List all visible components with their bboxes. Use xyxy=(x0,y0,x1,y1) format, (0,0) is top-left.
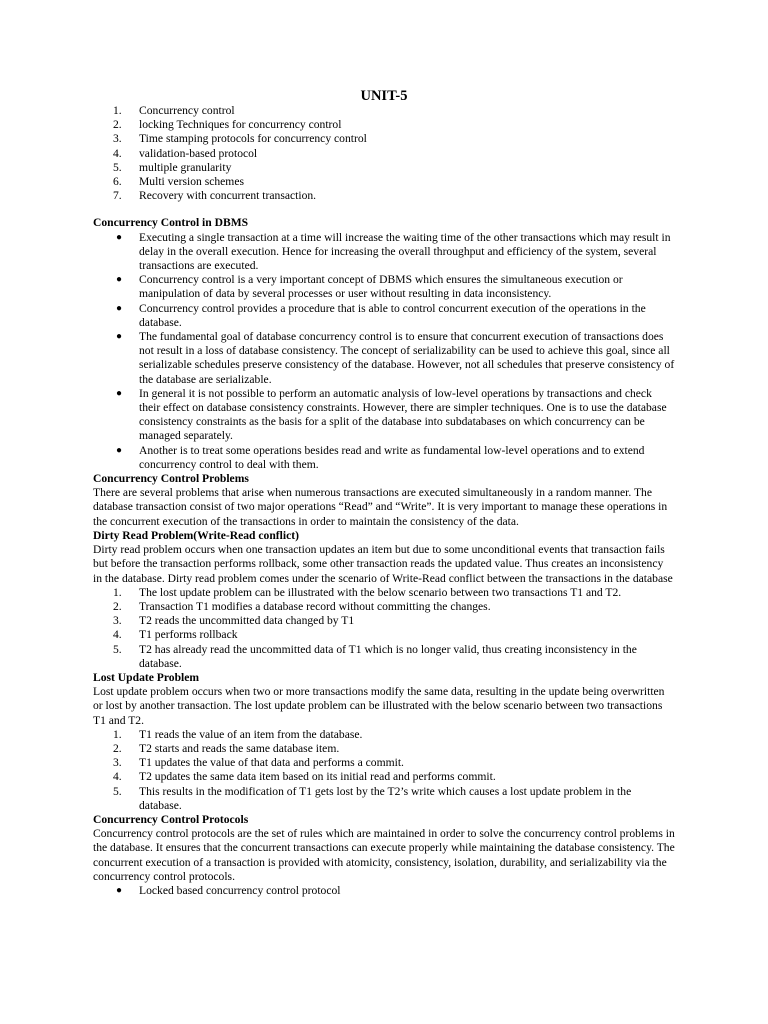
list-item: 3. T2 reads the uncommitted data changed by T1 xyxy=(113,614,355,628)
section-heading-cc-protocols: Concurrency Control Protocols xyxy=(93,812,249,826)
list-item: ● In general it is not possible to perform an automatic analysis of low-level operations by transactions and check their effect on database consistency constraints. However, there are simpler techniques. One is to use the database consistency constraints as the basis for a split of the database into subdatabases on which concurrency can be managed separately. xyxy=(116,386,667,443)
lost-update-list xyxy=(93,728,675,813)
list-item: ● The fundamental goal of database concurrency control is to ensure that concurrent execution of transactions does not result in a loss of database consistency. The concept of serializability can be used to achieve this goal, since all serializable schedules preserve consistency of the database. However, not all schedules that preserve consistency of the database are serializable. xyxy=(116,330,675,386)
dirty-read-list xyxy=(93,586,675,671)
list-item: 2. Transaction T1 modifies a database record without committing the changes. xyxy=(113,599,491,613)
list-item: 4. T2 updates the same data item based on its initial read and performs commit. xyxy=(113,770,496,784)
unit-title: UNIT-5 xyxy=(360,88,408,104)
paragraph-cc-protocols: Concurrency control protocols are the set of rules which are maintained in order to solve the concurrency control problems in the database. It ensures that the concurrent transactions can execute properly while maintaining the database consistency. The concurrent execution of a transaction is provided with atomicity, consistency, isolation, durability, and serializability via the concurrency control protocols. xyxy=(93,827,675,883)
section-heading-cc-problems: Concurrency Control Problems xyxy=(93,472,249,486)
list-item: ● Concurrency control provides a procedure that is able to control concurrent execution of the operations in the database. xyxy=(116,301,646,329)
list-item: 4. validation-based protocol xyxy=(113,146,258,160)
list-item: 3. Time stamping protocols for concurrency control xyxy=(113,132,367,146)
list-item: 7. Recovery with concurrent transaction. xyxy=(113,189,317,203)
list-item: 1. Concurrency control xyxy=(113,104,235,117)
paragraph-lost-update: Lost update problem occurs when two or more transactions modify the same data, resulting in the update being overwritten or lost by another transaction. The lost update problem can be illustrated with the below scenario between two transactions T1 and T2. xyxy=(93,685,665,727)
list-item: 5. This results in the modification of T1 gets lost by the T2’s write which causes a lost update problem in the database. xyxy=(113,784,632,812)
section-heading-lost-update: Lost Update Problem xyxy=(93,670,200,684)
list-item: 5. T2 has already read the uncommitted data of T1 which is no longer valid, thus creating inconsistency in the database. xyxy=(113,642,637,670)
list-item: 1. T1 reads the value of an item from the database. xyxy=(113,727,363,741)
document-content xyxy=(93,104,675,898)
list-item: ● Executing a single transaction at a time will increase the waiting time of the other transactions which may result in delay in the overall execution. Hence for increasing the overall throughput and efficiency of the system, several transactions are executed. xyxy=(116,230,671,273)
paragraph-dirty-read: Dirty read problem occurs when one transaction updates an item but due to some unconditional events that transaction fails but before the transaction performs rollback, some other transaction reads the updated value. Thus creates an inconsistency in the database. Dirty read problem comes under the scenario of Write-Read conflict between the transactions in the database xyxy=(93,543,673,585)
list-item: 5. multiple granularity xyxy=(113,160,232,174)
list-item: 2. locking Techniques for concurrency control xyxy=(113,118,342,132)
list-item: 2. T2 starts and reads the same database item. xyxy=(113,741,340,755)
list-item: 6. Multi version schemes xyxy=(113,175,244,189)
cc-dbms-bullets xyxy=(93,231,675,472)
list-item: 1. The lost update problem can be illustrated with the below scenario between two transactions T1 and T2. xyxy=(113,585,622,599)
list-item: 3. T1 updates the value of that data and performs a commit. xyxy=(113,756,404,770)
cc-protocols-bullets xyxy=(93,884,675,898)
list-item: ● Locked based concurrency control protocol xyxy=(116,883,341,897)
list-item: ● Concurrency control is a very important concept of DBMS which ensures the simultaneous execution or manipulation of data by several processes or user without resulting in data inconsistency. xyxy=(116,273,623,301)
list-item: 4. T1 performs rollback xyxy=(113,628,238,642)
section-heading-dirty-read: Dirty Read Problem(Write-Read conflict) xyxy=(93,528,299,542)
list-item: ● Another is to treat some operations besides read and write as fundamental low-level operations and to extend concurrency control to deal with them. xyxy=(116,443,645,471)
section-heading-cc-dbms: Concurrency Control in DBMS xyxy=(93,216,249,230)
topic-list xyxy=(93,104,675,203)
paragraph-cc-problems: There are several problems that arise when numerous transactions are executed simultaneously in a random manner. The database transaction consist of two major operations “Read” and “Write”. It is very important to manage these operations in the concurrent execution of the transactions in order to maintain the consistency of the data. xyxy=(93,486,668,528)
